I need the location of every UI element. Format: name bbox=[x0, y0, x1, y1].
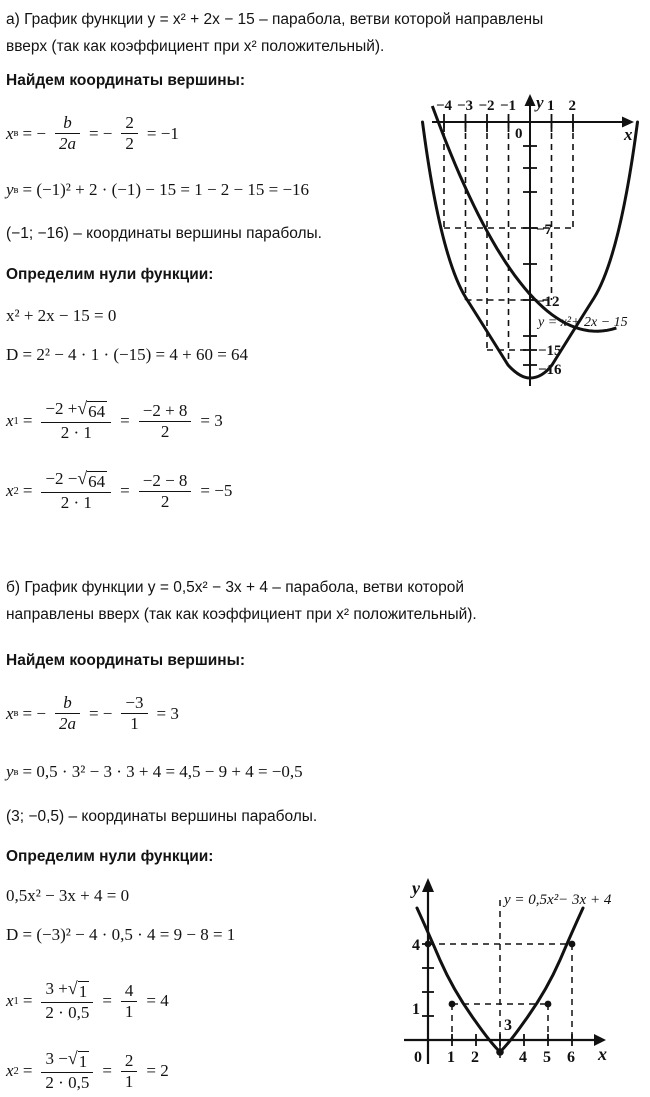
x-subscript: 2 bbox=[13, 485, 19, 497]
fraction-b-over-2a bbox=[55, 694, 80, 733]
fraction-numerator bbox=[41, 1050, 93, 1072]
part-b-heading-zeros: Определим нули функции: bbox=[6, 848, 214, 865]
part-a-x-vertex-formula bbox=[6, 114, 183, 153]
x-symbol: x bbox=[6, 411, 14, 431]
parabola-b-function-label: y = 0,5x²− 3x + 4 bbox=[504, 892, 612, 908]
x-tick-label-5: 5 bbox=[543, 1049, 551, 1066]
x-symbol: x bbox=[6, 991, 14, 1011]
fraction-denominator: 2a bbox=[55, 133, 80, 153]
fraction-numerator: −2 − 8 bbox=[142, 470, 188, 490]
part-a-intro-line1: а) График функции y = x² + 2x − 15 – парабола, ветви которой направлены bbox=[6, 11, 544, 28]
x-tick-label--3: −3 bbox=[457, 98, 474, 114]
y-subscript: в bbox=[13, 184, 19, 196]
parabola-a-svg bbox=[410, 86, 650, 396]
x-tick-label--1: −1 bbox=[500, 98, 517, 114]
part-b-x2-formula bbox=[6, 1050, 173, 1092]
fraction-minus3-over-1 bbox=[121, 694, 147, 733]
fraction-denominator: 2 · 0,5 bbox=[41, 1002, 93, 1022]
x-tick-label-6: 6 bbox=[567, 1049, 575, 1066]
vertex-x-result: = −1 bbox=[146, 123, 179, 143]
fraction-numerator: 2 bbox=[125, 113, 134, 132]
x-tick-label--4: −4 bbox=[436, 98, 453, 114]
fraction-root-expression bbox=[41, 980, 93, 1022]
fraction-numerator: 4 bbox=[124, 980, 134, 1000]
fraction-denominator: 1 bbox=[121, 713, 147, 733]
square-root-icon: √ 1 bbox=[67, 978, 88, 1001]
fraction-denominator: 2 bbox=[139, 491, 192, 511]
part-a-x2-formula bbox=[6, 470, 236, 512]
equals-minus-2: = − bbox=[88, 703, 113, 723]
fraction-numerator: 2 bbox=[124, 1050, 134, 1070]
y-vertex-expression: = (−1)² + 2 · (−1) − 15 = 1 − 2 − 15 = −16 bbox=[22, 180, 310, 199]
y-tick-label-1: 1 bbox=[412, 1001, 420, 1018]
x-tick-label-2: 2 bbox=[568, 98, 576, 114]
square-root-icon: √ 64 bbox=[77, 468, 106, 491]
x-axis-label: x bbox=[624, 125, 633, 144]
y-symbol: y bbox=[6, 180, 14, 199]
square-root-icon: √ 1 bbox=[67, 1048, 88, 1071]
fraction-numerator bbox=[41, 470, 111, 492]
x-tick-label--2: −2 bbox=[478, 98, 495, 114]
part-b-intro bbox=[6, 574, 646, 628]
fraction-simplified bbox=[121, 1052, 138, 1091]
fraction-numerator: −3 bbox=[125, 693, 144, 712]
part-b-x1-formula bbox=[6, 980, 173, 1022]
radicand: 1 bbox=[78, 1052, 88, 1071]
fraction-root-expression bbox=[41, 1050, 93, 1092]
fraction-numerator: −2 + 8 bbox=[142, 400, 188, 420]
fraction-denominator: 2a bbox=[55, 713, 80, 733]
part-b-intro-line2: направлены вверх (так как коэффициент при x² положительный). bbox=[6, 606, 477, 623]
y-tick-label--7: −7 bbox=[536, 222, 553, 238]
numerator-lead: −2 + bbox=[45, 399, 78, 418]
equals-minus-2: = − bbox=[88, 123, 113, 143]
equals-sign-2: = bbox=[102, 991, 112, 1011]
part-a-intro-line2: вверх (так как коэффициент при x² положительный). bbox=[6, 38, 385, 55]
x-symbol: x bbox=[6, 481, 14, 501]
point-vertex bbox=[496, 1048, 504, 1056]
x-subscript: 1 bbox=[13, 995, 19, 1007]
parabola-b-figure bbox=[398, 868, 648, 1068]
part-b-equation: 0,5x² − 3x + 4 = 0 bbox=[6, 886, 130, 905]
x2-result: = 2 bbox=[146, 1061, 169, 1081]
y-symbol: y bbox=[6, 762, 14, 781]
origin-label: 0 bbox=[414, 1049, 422, 1066]
fraction-root-expression bbox=[41, 400, 111, 442]
radicand: 1 bbox=[78, 982, 88, 1001]
axes bbox=[432, 94, 634, 386]
part-a-y-vertex-formula bbox=[6, 180, 313, 200]
point-6-4 bbox=[569, 941, 576, 948]
part-a-x1-formula bbox=[6, 400, 227, 442]
x-symbol: x bbox=[6, 703, 14, 723]
fraction-root-expression bbox=[41, 470, 111, 512]
equals-sign: = bbox=[22, 1061, 33, 1081]
fraction-simplified bbox=[139, 472, 192, 511]
part-b-vertex-statement: (3; −0,5) – координаты вершины параболы. bbox=[6, 808, 318, 825]
fraction-numerator bbox=[41, 400, 111, 422]
parabola-a-figure bbox=[410, 86, 650, 396]
point-1-1.5 bbox=[449, 1001, 456, 1008]
y-tick-label-4: 4 bbox=[412, 937, 420, 954]
x-tick-label-1: 1 bbox=[547, 98, 555, 114]
part-b-x-vertex-formula bbox=[6, 694, 183, 733]
y-axis-label: y bbox=[412, 878, 420, 898]
fraction-denominator: 1 bbox=[121, 1001, 138, 1021]
fraction-numerator bbox=[41, 980, 93, 1002]
part-b-discriminant: D = (−3)² − 4 · 0,5 · 4 = 9 − 8 = 1 bbox=[6, 925, 236, 944]
part-b-heading-vertex: Найдем координаты вершины: bbox=[6, 652, 246, 669]
part-a-vertex-statement: (−1; −16) – координаты вершины параболы. bbox=[6, 225, 322, 242]
fraction-denominator: 2 · 1 bbox=[41, 422, 111, 442]
x-tick-label-2: 2 bbox=[471, 1049, 479, 1066]
parabola-b-svg bbox=[398, 868, 648, 1068]
point-0-4 bbox=[425, 941, 432, 948]
x-tick-label-4: 4 bbox=[519, 1049, 527, 1066]
x-symbol: x bbox=[6, 123, 14, 143]
part-a-discriminant: D = 2² − 4 · 1 · (−15) = 4 + 60 = 64 bbox=[6, 345, 249, 364]
y-tick-label--16: −16 bbox=[538, 362, 562, 378]
numerator-lead: −2 − bbox=[45, 469, 78, 488]
x-axis-label: x bbox=[598, 1044, 607, 1064]
fraction-b-over-2a bbox=[55, 114, 80, 153]
origin-label: 0 bbox=[515, 126, 523, 142]
numerator-lead: 3 + bbox=[45, 979, 68, 998]
y-tick-label--15: −15 bbox=[538, 343, 562, 359]
x1-result: = 3 bbox=[200, 411, 223, 431]
vertex-x-label-3: 3 bbox=[504, 1017, 512, 1034]
x-tick-label-1: 1 bbox=[447, 1049, 455, 1066]
equals-sign: = bbox=[22, 411, 33, 431]
equals-minus-1: = − bbox=[22, 123, 46, 143]
x-subscript: 1 bbox=[13, 415, 19, 427]
equals-sign-2: = bbox=[120, 411, 130, 431]
part-a-heading-zeros: Определим нули функции: bbox=[6, 266, 214, 283]
vertex-x-result: = 3 bbox=[156, 703, 179, 723]
parabola-a-function-label: y = x²+ 2x − 15 bbox=[538, 315, 628, 330]
fraction-denominator: 2 bbox=[139, 421, 192, 441]
y-tick-label--12: −12 bbox=[536, 294, 560, 310]
numerator-lead: 3 − bbox=[45, 1049, 68, 1068]
x2-result: = −5 bbox=[200, 481, 233, 501]
parabola-a-curve bbox=[432, 106, 616, 331]
part-a-heading-vertex: Найдем координаты вершины: bbox=[6, 72, 246, 89]
fraction-simplified bbox=[139, 402, 192, 441]
equals-sign-2: = bbox=[102, 1061, 112, 1081]
y-axis-label: y bbox=[536, 93, 544, 112]
part-a-intro bbox=[6, 6, 646, 60]
fraction-denominator: 2 bbox=[121, 133, 138, 153]
fraction-numerator: b bbox=[63, 693, 72, 712]
part-b-y-vertex-formula bbox=[6, 762, 307, 782]
equals-minus-1: = − bbox=[22, 703, 46, 723]
x-subscript: в bbox=[13, 128, 19, 140]
x-subscript: в bbox=[13, 708, 19, 720]
fraction-denominator: 2 · 1 bbox=[41, 492, 111, 512]
equals-sign: = bbox=[22, 481, 33, 501]
equals-sign: = bbox=[22, 991, 33, 1011]
x-subscript: 2 bbox=[13, 1065, 19, 1077]
fraction-denominator: 1 bbox=[121, 1071, 138, 1091]
fraction-simplified bbox=[121, 982, 138, 1021]
y-subscript: в bbox=[13, 766, 19, 778]
x-symbol: x bbox=[6, 1061, 14, 1081]
y-vertex-expression: = 0,5 · 3² − 3 · 3 + 4 = 4,5 − 9 + 4 = −0,5 bbox=[22, 762, 303, 781]
part-a-equation: x² + 2x − 15 = 0 bbox=[6, 306, 117, 325]
point-5-1.5 bbox=[545, 1001, 552, 1008]
fraction-2-over-2 bbox=[121, 114, 138, 153]
part-b-intro-line1: б) График функции y = 0,5x² − 3x + 4 – парабола, ветви которой bbox=[6, 579, 465, 596]
fraction-numerator: b bbox=[63, 113, 72, 132]
radicand: 64 bbox=[88, 472, 106, 491]
radicand: 64 bbox=[88, 402, 106, 421]
fraction-denominator: 2 · 0,5 bbox=[41, 1072, 93, 1092]
equals-sign-2: = bbox=[120, 481, 130, 501]
square-root-icon: √ 64 bbox=[77, 398, 106, 421]
x1-result: = 4 bbox=[146, 991, 169, 1011]
